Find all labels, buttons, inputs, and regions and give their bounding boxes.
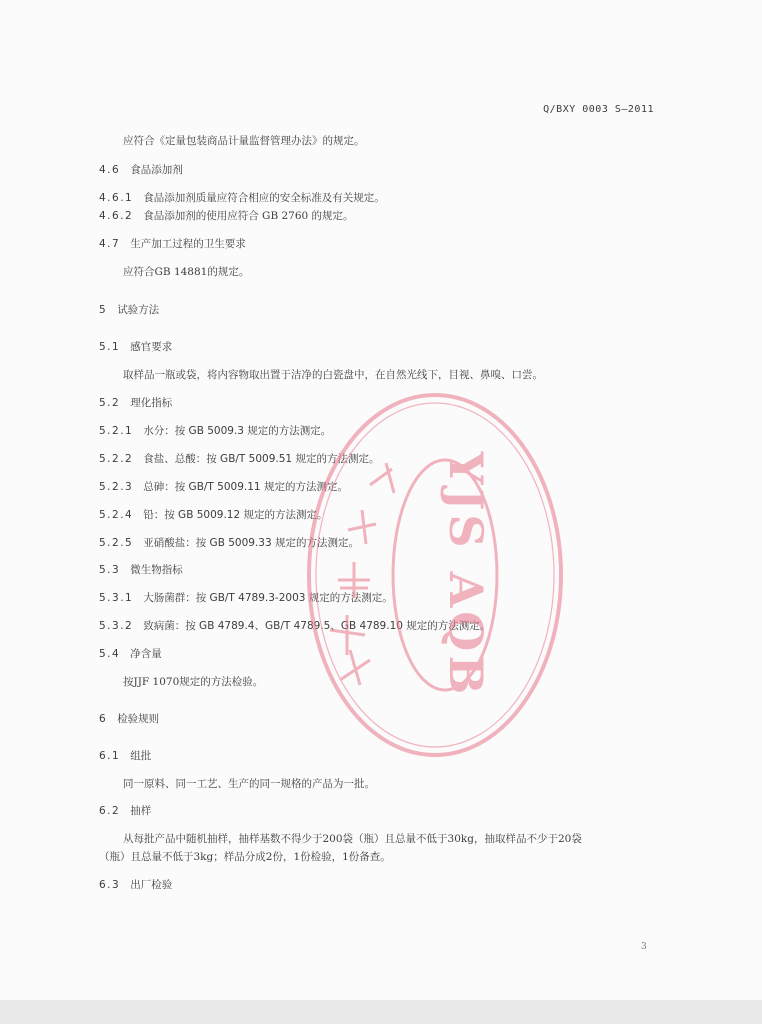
section-title: 理化指标 <box>130 397 173 409</box>
section-heading <box>99 396 172 410</box>
clause-text: 食盐、总酸：按 GB/T 5009.51 规定的方法测定。 <box>143 453 380 465</box>
clause-text: 食品添加剂质量应符合相应的安全标准及有关规定。 <box>143 192 385 204</box>
section-heading <box>99 563 183 577</box>
clause-text: 铅：按 GB 5009.12 规定的方法测定。 <box>143 509 328 521</box>
clause <box>99 619 490 633</box>
section-number: 5.2 <box>99 397 121 409</box>
section-title: 出厂检验 <box>130 879 173 891</box>
section-title: 感官要求 <box>130 341 173 353</box>
clause <box>99 209 354 223</box>
seal-center-ring <box>393 460 497 690</box>
seal-arc-characters <box>330 463 394 685</box>
clause-text: 亚硝酸盐：按 GB 5009.33 规定的方法测定。 <box>143 537 359 549</box>
page-number: 3 <box>641 942 647 952</box>
seal-center-text: YJS AQB <box>439 451 493 699</box>
chapter-title: 试验方法 <box>117 304 160 316</box>
paragraph: 应符合GB 14881的规定。 <box>123 266 250 278</box>
section-number: 6.1 <box>99 750 121 762</box>
clause-number: 5.2.1 <box>99 425 134 437</box>
section-number: 6.3 <box>99 879 121 891</box>
chapter-number: 6 <box>99 713 108 725</box>
clause-number: 5.2.3 <box>99 481 134 493</box>
section-number: 5.3 <box>99 564 121 576</box>
section-heading <box>99 647 162 661</box>
section-number: 4.6 <box>99 164 121 176</box>
chapter-heading <box>99 712 159 726</box>
standard-code: Q/BXY 0003 S—2011 <box>543 104 654 115</box>
paragraph: 从每批产品中随机抽样，抽样基数不得少于200袋（瓶）且总量不低于30kg，抽取样品不少于20袋 <box>123 833 582 845</box>
section-title: 抽样 <box>130 805 152 817</box>
clause <box>99 536 359 550</box>
chapter-heading <box>99 303 159 317</box>
section-number: 5.1 <box>99 341 121 353</box>
section-heading <box>99 237 246 251</box>
paragraph: 同一原料、同一工艺、生产的同一规格的产品为一批。 <box>123 778 375 790</box>
clause-text: 总砷：按 GB/T 5009.11 规定的方法测定。 <box>143 481 348 493</box>
clause-text: 水分：按 GB 5009.3 规定的方法测定。 <box>143 425 332 437</box>
section-title: 食品添加剂 <box>130 164 183 176</box>
section-heading <box>99 749 151 763</box>
clause <box>99 591 393 605</box>
paragraph: 应符合《定量包装商品计量监督管理办法》的规定。 <box>123 135 365 147</box>
official-seal-stamp <box>300 380 570 770</box>
clause <box>99 452 379 466</box>
clause <box>99 191 385 205</box>
clause <box>99 508 328 522</box>
section-number: 6.2 <box>99 805 121 817</box>
section-title: 生产加工过程的卫生要求 <box>130 238 246 250</box>
clause-text: 食品添加剂的使用应符合 GB 2760 的规定。 <box>143 210 354 222</box>
paragraph: 按JJF 1070规定的方法检验。 <box>123 676 264 688</box>
clause-text: 大肠菌群：按 GB/T 4789.3-2003 规定的方法测定。 <box>143 592 393 604</box>
clause-number: 4.6.2 <box>99 210 134 222</box>
clause-number: 5.3.2 <box>99 620 134 632</box>
clause-number: 4.6.1 <box>99 192 134 204</box>
section-title: 微生物指标 <box>130 564 183 576</box>
section-heading <box>99 163 183 177</box>
seal-outer-ring <box>309 395 561 755</box>
section-heading <box>99 804 151 818</box>
clause-number: 5.2.4 <box>99 509 134 521</box>
chapter-title: 检验规则 <box>117 713 160 725</box>
paragraph: 取样品一瓶或袋，将内容物取出置于洁净的白瓷盘中，在自然光线下，目视、鼻嗅、口尝。 <box>123 369 543 381</box>
section-heading <box>99 878 172 892</box>
section-number: 5.4 <box>99 648 121 660</box>
section-heading <box>99 340 172 354</box>
section-number: 4.7 <box>99 238 121 250</box>
section-title: 组批 <box>130 750 152 762</box>
clause-number: 5.2.5 <box>99 537 134 549</box>
clause-text: 致病菌：按 GB 4789.4、GB/T 4789.5、GB 4789.10 规定的方法测定。 <box>143 620 491 632</box>
clause-number: 5.3.1 <box>99 592 134 604</box>
paragraph-continuation: （瓶）且总量不低于3kg；样品分成2份，1份检验，1份备查。 <box>99 851 391 863</box>
chapter-number: 5 <box>99 304 108 316</box>
section-title: 净含量 <box>130 648 162 660</box>
clause-number: 5.2.2 <box>99 453 134 465</box>
clause <box>99 424 331 438</box>
clause <box>99 480 348 494</box>
